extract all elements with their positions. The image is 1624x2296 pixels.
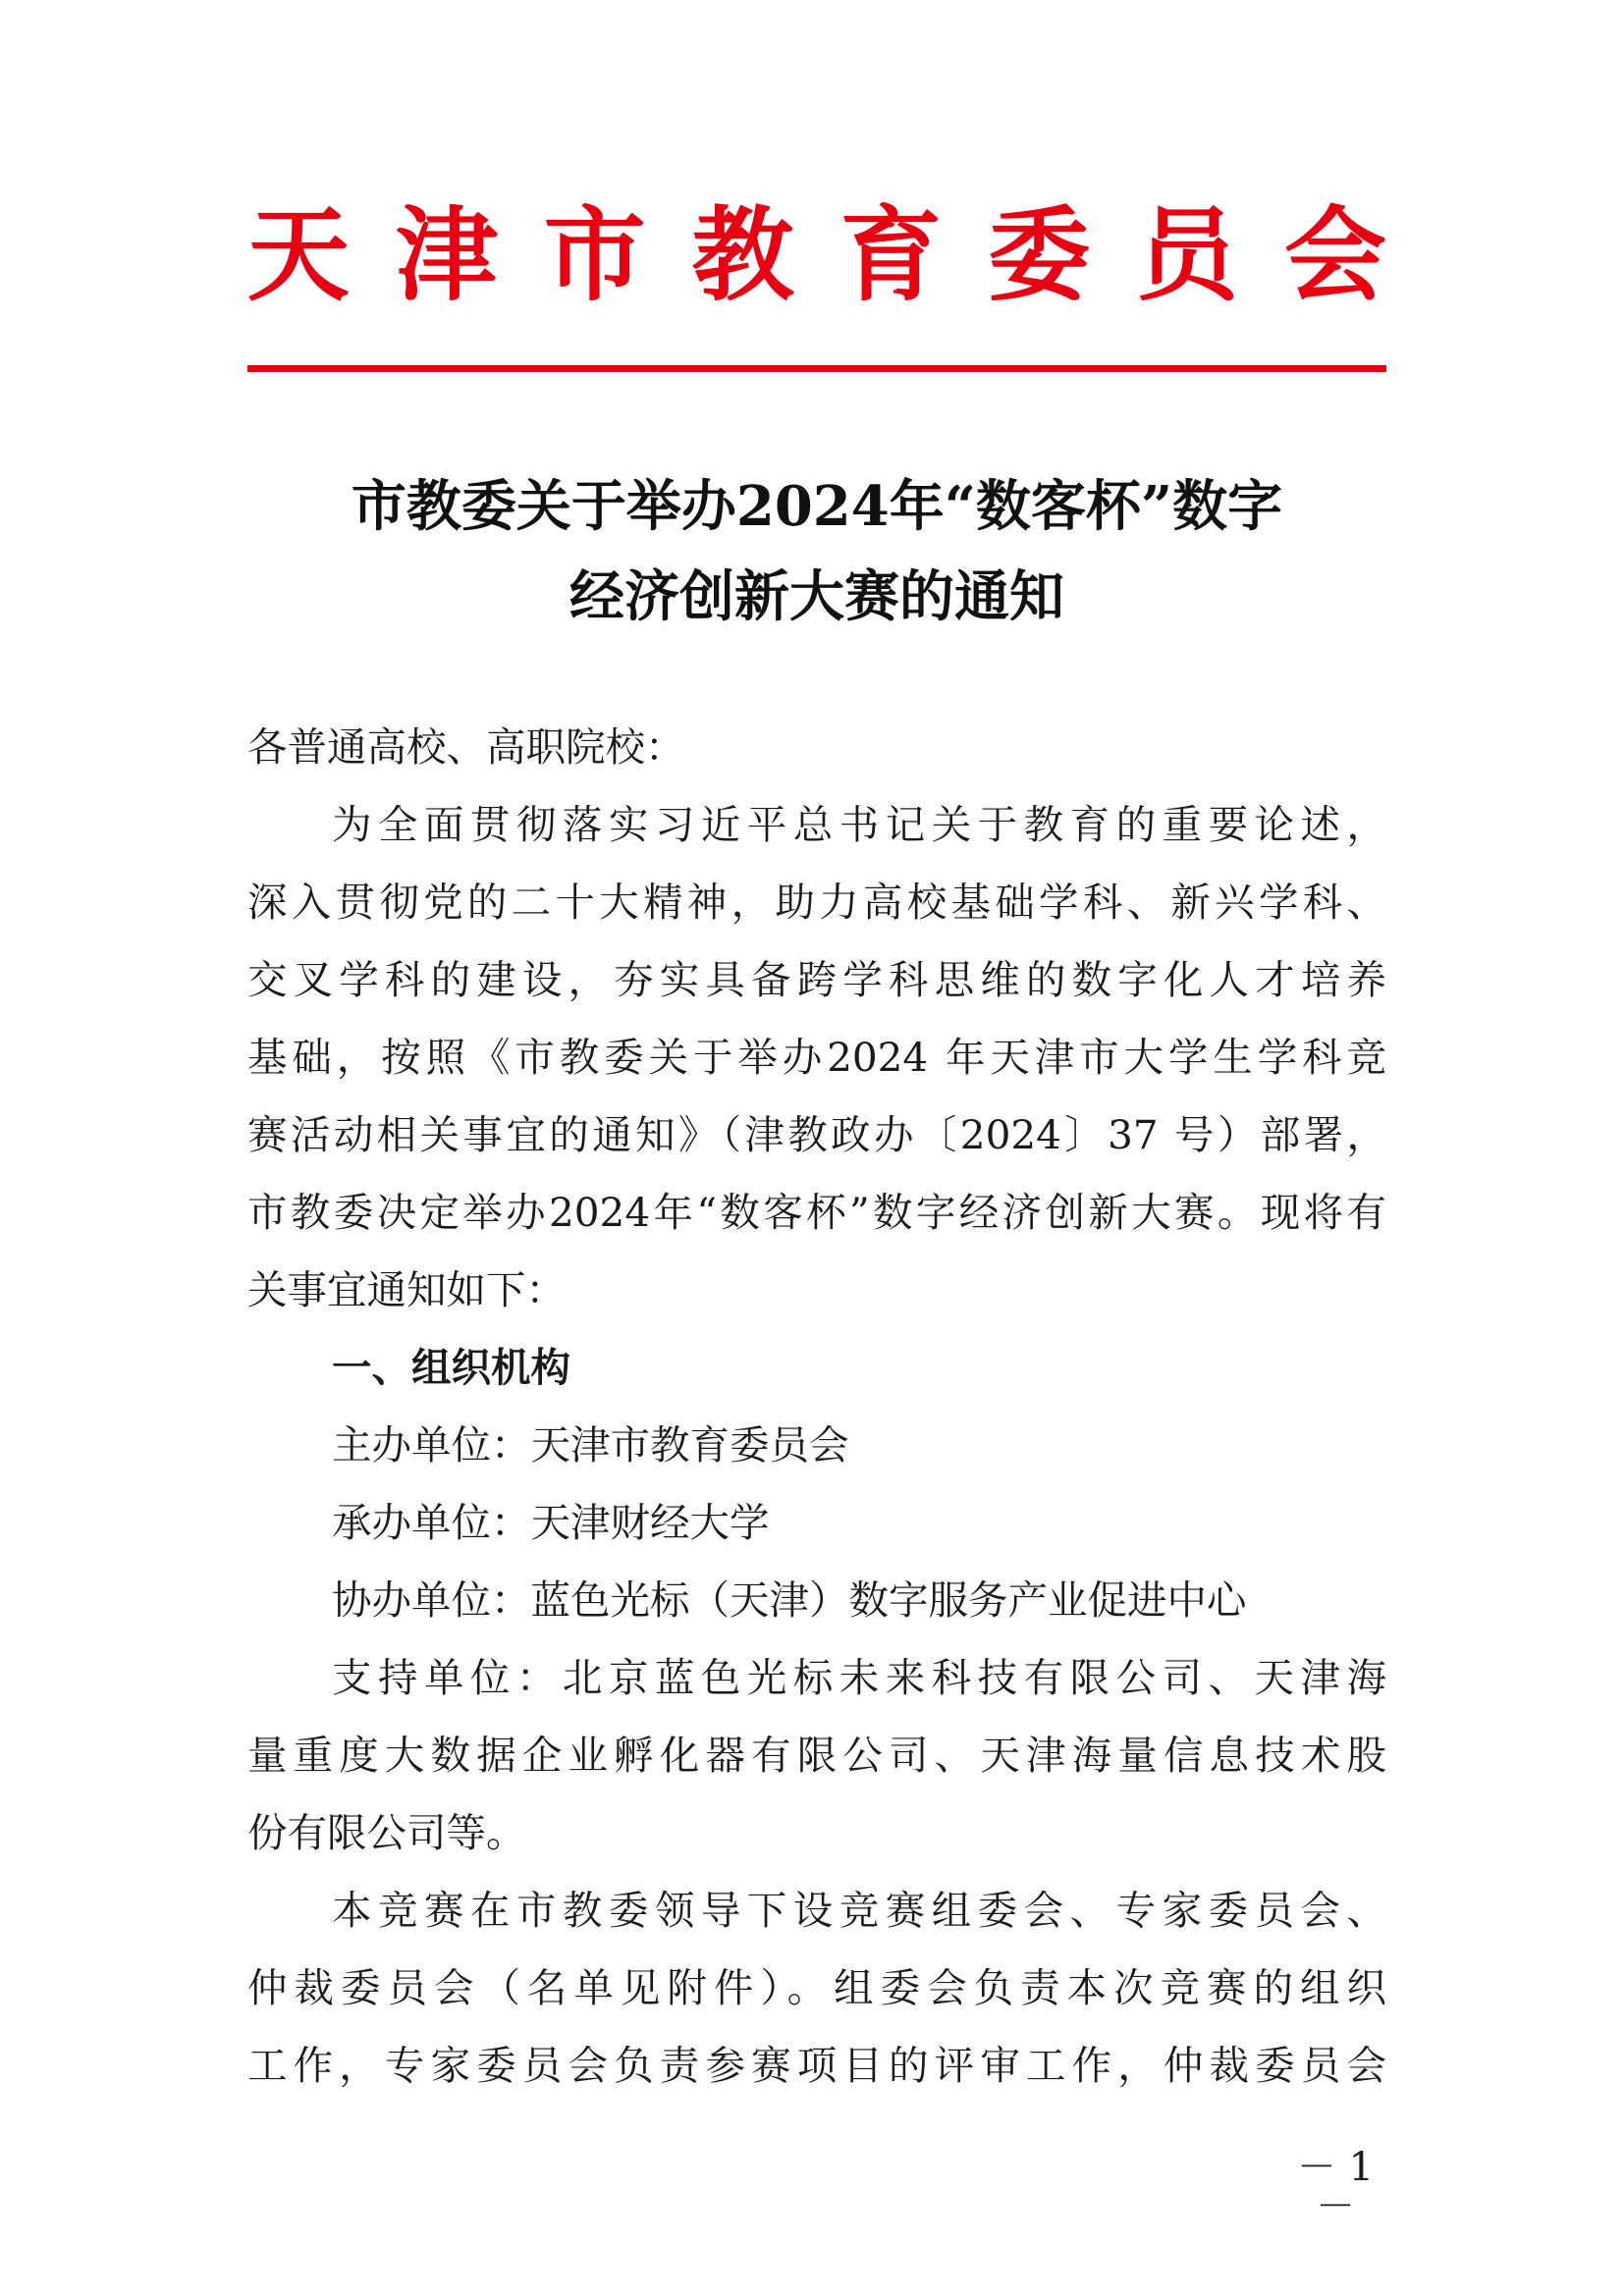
paragraph-line: 本竞赛在市教委领导下设竞赛组委会、专家委员会、 <box>332 1887 1386 1934</box>
paragraph-line: 量重度大数据企业孵化器有限公司、天津海量信息技术股 <box>247 1732 1386 1779</box>
paragraph-line: 交叉学科的建设，夯实具备跨学科思维的数字化人才培养 <box>247 956 1386 1003</box>
document-title-line-1: 市教委关于举办2024年“数客杯”数字 <box>351 474 1283 539</box>
paragraph-line: 深入贯彻党的二十大精神，助力高校基础学科、新兴学科、 <box>247 879 1386 926</box>
paragraph-line: 为全面贯彻落实习近平总书记关于教育的重要论述， <box>332 801 1386 848</box>
document-title <box>247 461 1386 642</box>
paragraph-line: 关事宜通知如下： <box>247 1266 566 1313</box>
red-divider-line <box>247 365 1386 372</box>
host-line: 承办单位：天津财经大学 <box>332 1499 770 1546</box>
paragraph-line: 份有限公司等。 <box>247 1809 526 1856</box>
page-number: － 1 － <box>1296 2145 1375 2229</box>
document-body <box>247 709 1386 2105</box>
paragraph-line: 市教委决定举办2024年“数客杯”数字经济创新大赛。现将有 <box>247 1189 1386 1236</box>
organizer-line: 主办单位：天津市教育委员会 <box>332 1421 849 1468</box>
document-title-line-2: 经济创新大赛的通知 <box>569 564 1064 629</box>
paragraph-line: 基础，按照《市教委关于举办2024 年天津市大学生学科竞 <box>247 1034 1386 1081</box>
section-heading: 一、组织机构 <box>332 1344 570 1391</box>
salutation: 各普通高校、高职院校： <box>247 723 685 771</box>
supporter-line: 支持单位：北京蓝色光标未来科技有限公司、天津海 <box>332 1654 1386 1701</box>
paragraph-line: 仲裁委员会（名单见附件）。组委会负责本次竞赛的组织 <box>247 1964 1386 2011</box>
masthead-title: 天 津 市 教 育 委 员 会 <box>247 195 1386 315</box>
paragraph-line: 工作，专家委员会负责参赛项目的评审工作，仲裁委员会 <box>247 2042 1386 2089</box>
co-organizer-line: 协办单位：蓝色光标（天津）数字服务产业促进中心 <box>332 1576 1247 1624</box>
paragraph-line: 赛活动相关事宜的通知》（津教政办〔2024〕37 号）部署， <box>247 1111 1386 1158</box>
